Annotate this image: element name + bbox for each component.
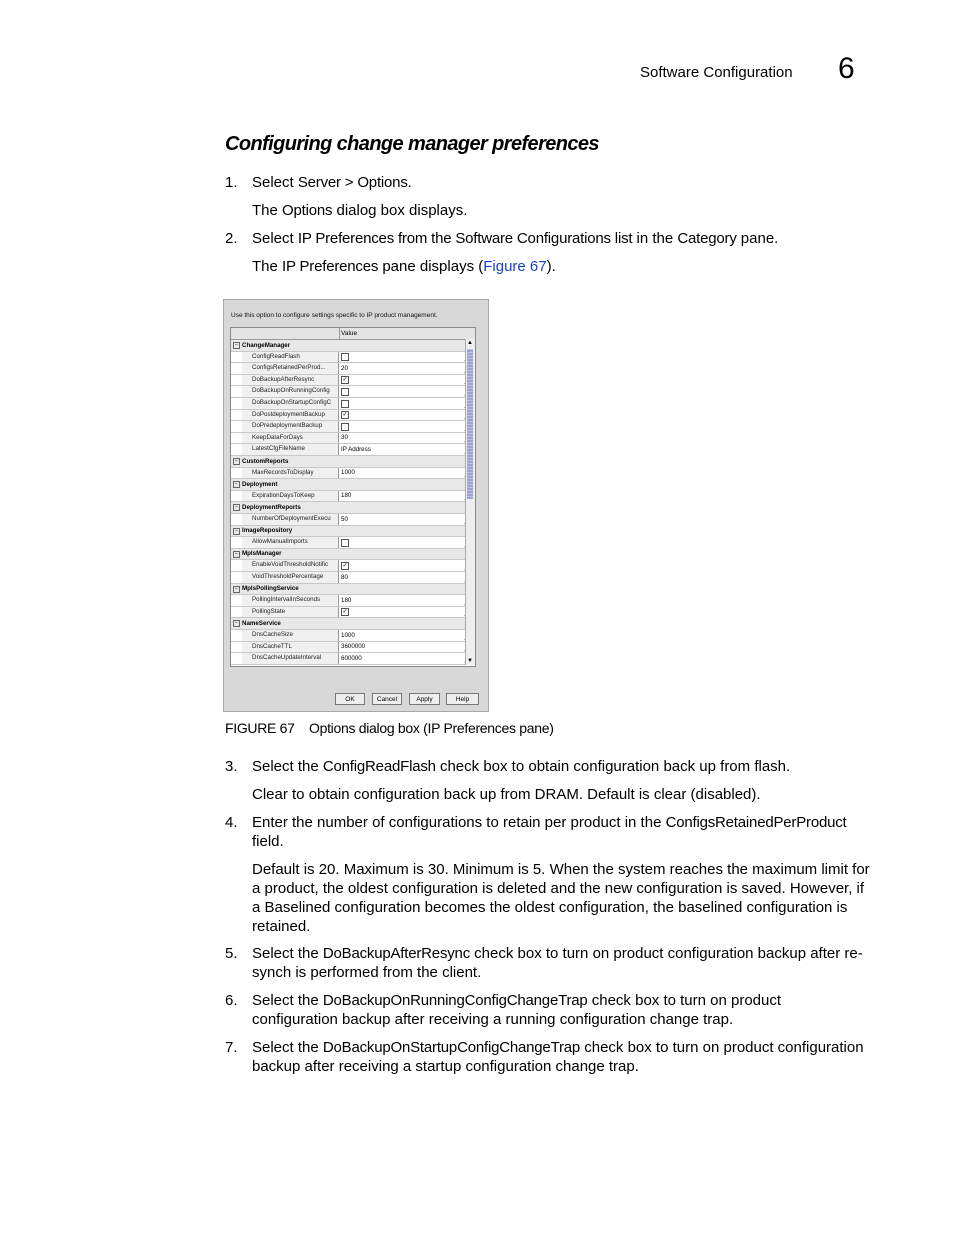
grid-category-row <box>231 618 468 630</box>
grid-property-row <box>231 607 468 619</box>
dialog-intro-text: Use this option to configure settings specific to IP product management. <box>231 312 438 319</box>
step-1-result: The Options dialog box displays. <box>252 202 468 219</box>
figure-caption <box>225 720 554 736</box>
property-name: DoBackupOnRunningConfig <box>242 386 339 397</box>
step-number: 1. <box>225 174 238 191</box>
scroll-down-icon[interactable]: ▼ <box>467 658 473 664</box>
property-value[interactable]: 50 <box>341 515 348 523</box>
grid-category-row <box>231 549 468 561</box>
property-checkbox[interactable]: ✓ <box>342 562 348 569</box>
property-checkbox[interactable]: ✓ <box>342 412 348 419</box>
collapse-icon[interactable]: − <box>233 528 240 535</box>
property-checkbox[interactable]: ✓ <box>342 609 348 616</box>
step-2-result: The IP Preferences pane displays (Figure 67). <box>252 258 556 275</box>
grid-property-row <box>231 433 468 445</box>
grid-category-row <box>231 340 468 352</box>
header-section-title: Software Configuration <box>640 64 793 81</box>
property-name: EnableVoidThresholdNotific <box>242 560 339 571</box>
step-4-note: Default is 20. Maximum is 30. Minimum is 5. When the system reaches the maximum limit for a product, the oldest configuration is deleted and the new configuration is saved. However, if a Baselined configuration becomes the oldest configuration, the baselined configuration is retained. <box>252 861 870 935</box>
grid-property-row <box>231 642 468 654</box>
property-value[interactable]: 30 <box>341 434 348 442</box>
grid-property-row <box>231 398 468 410</box>
category-label: NameService <box>242 619 281 627</box>
category-label: MplsManager <box>242 550 282 558</box>
ui-term: Server > Options <box>297 174 408 191</box>
grid-property-row <box>231 537 468 549</box>
grid-property-row <box>231 653 468 665</box>
property-name: VoidThresholdPercentage <box>242 572 339 583</box>
category-label: Deployment <box>242 480 278 488</box>
collapse-icon[interactable]: − <box>233 551 240 558</box>
grid-category-row <box>231 526 468 538</box>
grid-property-row <box>231 572 468 584</box>
section-heading: Configuring change manager preferences <box>225 133 599 155</box>
property-name: KeepDataForDays <box>242 433 339 444</box>
grid-property-row <box>231 375 468 387</box>
scroll-thumb[interactable] <box>467 349 473 499</box>
scroll-up-icon[interactable]: ▲ <box>467 340 473 346</box>
category-label: MplsPollingService <box>242 585 299 593</box>
grid-property-row <box>231 410 468 422</box>
grid-scrollbar[interactable] <box>465 339 475 665</box>
step-number: 2. <box>225 230 238 247</box>
property-value[interactable]: 600000 <box>341 654 362 662</box>
grid-property-row <box>231 421 468 433</box>
collapse-icon[interactable]: − <box>233 620 240 627</box>
property-checkbox[interactable] <box>341 539 349 547</box>
property-value[interactable]: 180 <box>341 596 352 604</box>
collapse-icon[interactable]: − <box>233 481 240 488</box>
figure-label: FIGURE 67 <box>225 720 295 736</box>
grid-category-row <box>231 456 468 468</box>
property-checkbox[interactable]: ✓ <box>342 377 348 384</box>
category-label: CustomReports <box>242 457 289 465</box>
property-name: DnsCacheTTL <box>242 642 339 653</box>
property-value[interactable]: 180 <box>341 492 352 500</box>
property-name: LatestCfgFileName <box>242 444 339 455</box>
grid-property-row <box>231 363 468 375</box>
category-label: DeploymentReports <box>242 503 301 511</box>
grid-property-row <box>231 630 468 642</box>
property-name: ConfigsRetainedPerProd... <box>242 363 339 374</box>
property-name: NumberOfDeploymentExecu <box>242 514 339 525</box>
property-name: DoBackupOnStartupConfigC <box>242 398 339 409</box>
property-value[interactable]: 1000 <box>341 469 355 477</box>
property-name: PollingState <box>242 607 339 618</box>
value-column-header: Value <box>341 330 358 337</box>
apply-button[interactable]: Apply <box>409 693 440 705</box>
category-label: ChangeManager <box>242 341 291 349</box>
grid-category-row <box>231 479 468 491</box>
property-checkbox[interactable] <box>341 388 349 396</box>
cancel-button[interactable]: Cancel <box>372 693 402 705</box>
grid-property-row <box>231 386 468 398</box>
collapse-icon[interactable]: − <box>233 586 240 593</box>
ok-button[interactable]: OK <box>335 693 365 705</box>
grid-property-row <box>231 444 468 456</box>
grid-property-row <box>231 560 468 572</box>
property-value[interactable]: 20 <box>341 364 348 372</box>
property-name: ConfigReadFlash <box>242 352 339 363</box>
property-name: AllowManualImports <box>242 537 339 548</box>
property-name: DnsCacheSize <box>242 630 339 641</box>
grid-property-row <box>231 514 468 526</box>
chapter-number: 6 <box>838 52 855 85</box>
property-name: DoPostdeploymentBackup <box>242 410 339 421</box>
property-name: ExpirationDaysToKeep <box>242 491 339 502</box>
grid-category-row <box>231 584 468 596</box>
preferences-property-grid <box>230 327 476 667</box>
step-3-note: Clear to obtain configuration back up from DRAM. Default is clear (disabled). <box>252 786 761 803</box>
property-name: PollingIntervalInSeconds <box>242 595 339 606</box>
grid-property-row <box>231 468 468 480</box>
figure-67-link[interactable]: Figure 67 <box>483 258 547 275</box>
grid-property-row <box>231 491 468 503</box>
help-button[interactable]: Help <box>446 693 479 705</box>
grid-property-row <box>231 352 468 364</box>
property-value[interactable]: 80 <box>341 573 348 581</box>
grid-category-row <box>231 502 468 514</box>
grid-header <box>231 328 475 340</box>
property-checkbox[interactable] <box>341 423 349 431</box>
category-label: ImageRepository <box>242 527 293 535</box>
property-name: MaxRecordsToDisplay <box>242 468 339 479</box>
property-value[interactable]: 3600000 <box>341 643 366 651</box>
property-value[interactable]: 1000 <box>341 631 355 639</box>
collapse-icon[interactable]: − <box>233 458 240 465</box>
property-value[interactable]: IP Address <box>341 445 371 453</box>
property-checkbox[interactable] <box>341 353 349 361</box>
collapse-icon[interactable]: − <box>233 504 240 511</box>
property-name: DnsCacheUpdateInterval <box>242 653 339 664</box>
collapse-icon[interactable]: − <box>233 342 240 349</box>
property-name: DoPredeploymentBackup <box>242 421 339 432</box>
options-dialog-screenshot <box>223 299 489 712</box>
figure-caption-text: Options dialog box (IP Preferences pane) <box>309 720 554 736</box>
property-name: DoBackupAfterResync <box>242 375 339 386</box>
grid-property-row <box>231 595 468 607</box>
property-checkbox[interactable] <box>341 400 349 408</box>
